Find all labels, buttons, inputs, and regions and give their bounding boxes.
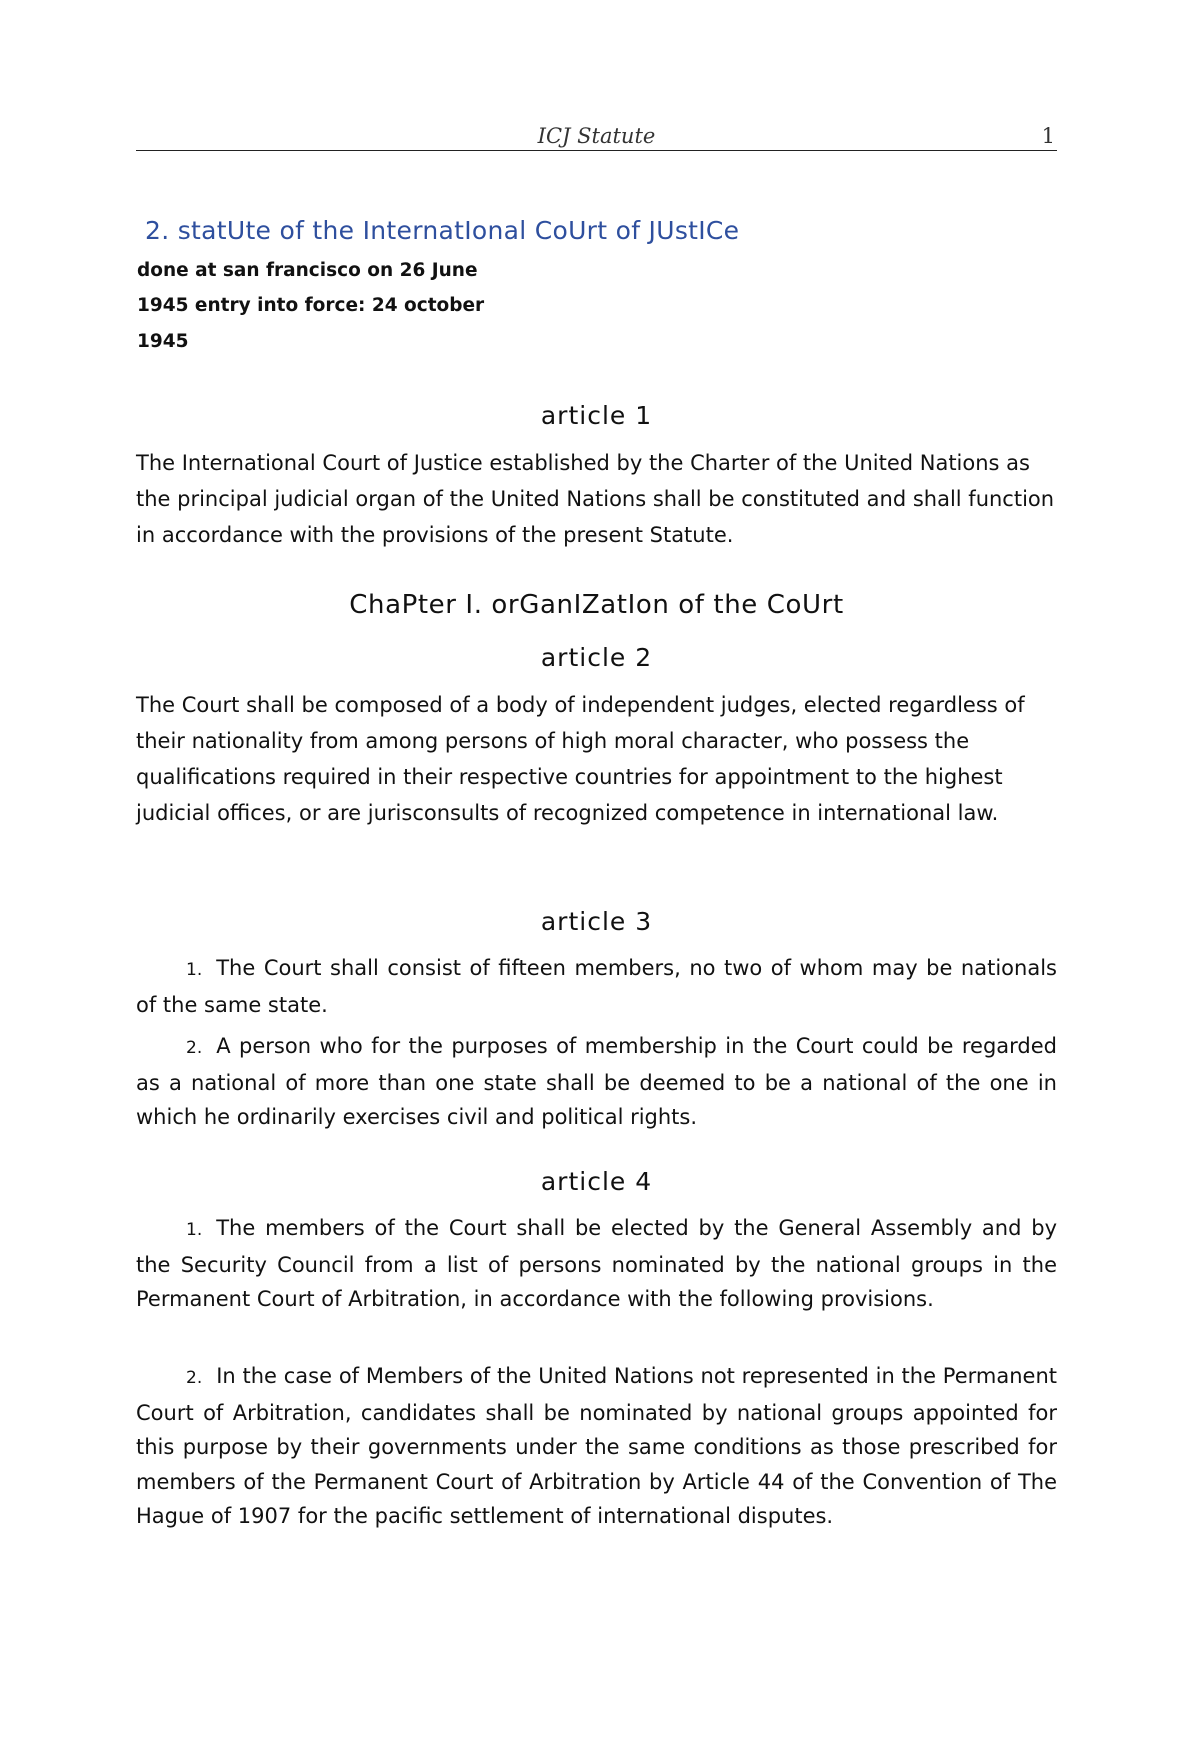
page-number: 1 (1041, 124, 1055, 148)
article-3-paragraph-1 (136, 951, 1057, 1022)
article-4-paragraph-1 (136, 1211, 1057, 1317)
article-2-text: The Court shall be composed of a body of independent judges, elected regardless of their nationality from among persons of high moral character, who possess the qualifications required in their respective countries for appointment to the highest judicial offices, or are jurisconsults of recognized competence in international law. (136, 693, 1025, 825)
document-title: 2. statUte of the InternatIonal CoUrt of JUstICe (145, 216, 740, 245)
running-header (136, 122, 1057, 151)
paragraph-number: 2. (186, 1038, 203, 1058)
meta-line-3: 1945 (137, 331, 189, 352)
paragraph-text: The Court shall consist of fifteen members, no two of whom may be nationals of the same state. (136, 956, 1057, 1017)
paragraph-number: 1. (186, 1220, 203, 1240)
paragraph-number: 2. (186, 1368, 203, 1388)
paragraph-text: A person who for the purposes of membership in the Court could be regarded as a national of more than one state shall be deemed to be a national of the one in which he ordinarily exercises civil and political rights. (136, 1034, 1057, 1129)
article-3-heading: article 3 (540, 907, 653, 936)
article-4-heading: article 4 (540, 1167, 653, 1196)
paragraph-text: The members of the Court shall be elected by the General Assembly and by the Security Council from a list of persons nominated by the national groups in the Permanent Court of Arbitration, in accordance with the following provisions. (136, 1216, 1057, 1311)
meta-line-1: done at san francisco on 26 June (137, 260, 478, 281)
paragraph-text: In the case of Members of the United Nations not represented in the Permanent Court of Arbitration, candidates shall be nominated by national groups appointed for this purpose by their governments under the same conditions as those prescribed for members of the Permanent Court of Arbitration by Article 44 of the Convention of The Hague of 1907 for the pacific settlement of international disputes. (136, 1364, 1057, 1528)
article-1-text: The International Court of Justice established by the Charter of the United Nations as the principal judicial organ of the United Nations shall be constituted and shall function in accordance with the provisions of the present Statute. (136, 451, 1055, 547)
article-2-heading: article 2 (540, 643, 653, 672)
paragraph-number: 1. (186, 960, 203, 980)
article-4-paragraph-2 (136, 1359, 1057, 1534)
meta-line-2: 1945 entry into force: 24 october (137, 295, 485, 316)
article-1-heading: article 1 (540, 401, 653, 430)
article-3-paragraph-2 (136, 1029, 1057, 1135)
header-title: ICJ Statute (537, 124, 656, 148)
chapter-1-heading: ChaPter I. orGanIZatIon of the CoUrt (349, 590, 844, 620)
